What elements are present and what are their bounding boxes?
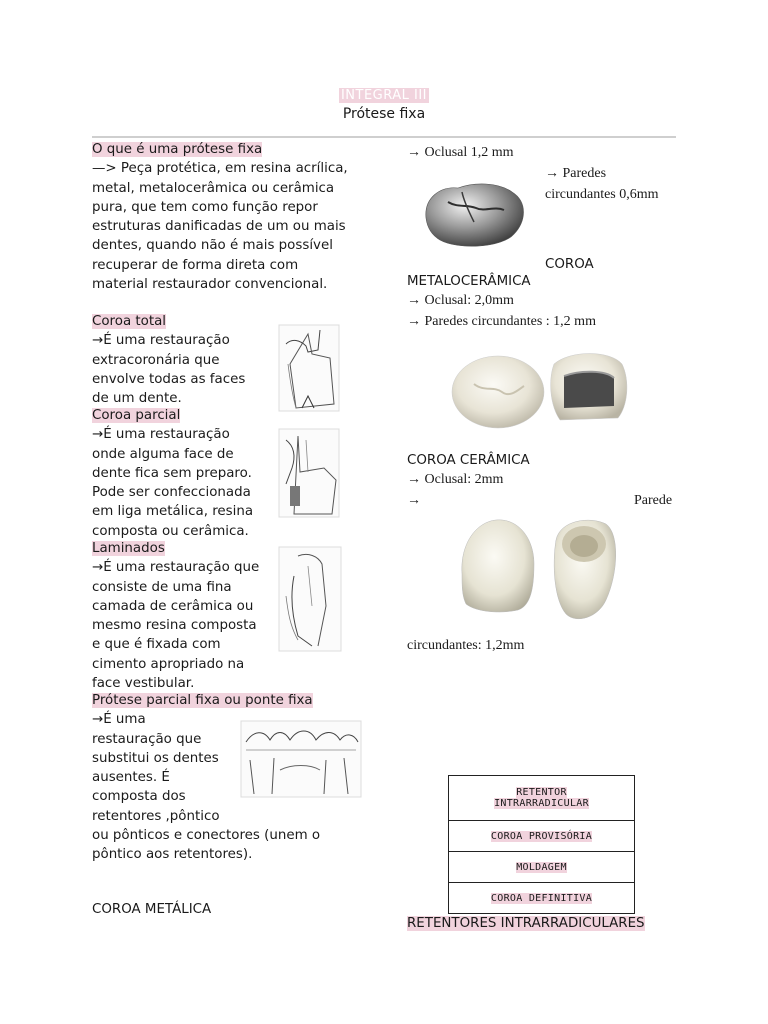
coroa-metalica-title: COROA METÁLICA — [92, 902, 212, 917]
definition-line: recuperar de forma direta com — [92, 257, 299, 273]
definition-line: material restaurador convencional. — [92, 277, 328, 293]
laminados-line: camada de cerâmica ou — [92, 598, 254, 614]
coroa-parcial-line: dente fica sem preparo. — [92, 465, 252, 481]
ponte-fixa-line: composta dos — [92, 789, 186, 805]
definition-line: pura, que tem como função repor — [92, 199, 318, 215]
ponte-fixa-line: ausentes. É — [92, 770, 170, 786]
metalo-title-a: COROA — [545, 257, 594, 272]
metalo-paredes: → Paredes circundantes : 1,2 mm — [407, 314, 596, 329]
ceramic-crown-photo — [456, 514, 622, 628]
header-divider — [92, 136, 676, 138]
document-subtitle: Prótese fixa — [342, 106, 426, 122]
ponte-fixa-line: ou pônticos e conectores (unem o — [92, 828, 321, 844]
coroa-total-title: Coroa total — [92, 314, 167, 329]
ceramica-circundantes: circundantes: 1,2mm — [407, 638, 525, 653]
laminados-section — [92, 539, 282, 693]
laminados-title: Laminados — [92, 541, 165, 556]
metalo-title-b: METALOCERÂMICA — [407, 274, 531, 289]
laminados-line: →É uma restauração que — [92, 560, 260, 576]
laminados-line: cimento apropriado na — [92, 656, 245, 672]
ponte-fixa-line: substitui os dentes — [92, 750, 219, 766]
ceramica-parede: Parede — [634, 493, 673, 508]
ceramica-oclusal: → Oclusal: 2mm — [407, 472, 504, 487]
coroa-total-sketch — [278, 324, 340, 412]
ceramica-arrow: → — [407, 493, 421, 508]
coroa-parcial-line: onde alguma face de — [92, 446, 234, 462]
coroa-total-section — [92, 312, 282, 408]
laminados-line: mesmo resina composta — [92, 618, 257, 634]
metalica-paredes: → Paredes — [545, 166, 607, 181]
metaloceramic-crown-photo — [450, 346, 632, 432]
definition-section — [92, 140, 392, 294]
workflow-row — [449, 883, 635, 914]
definition-line: dentes, quando não é mais possível — [92, 238, 333, 254]
coroa-parcial-sketch — [278, 428, 340, 518]
ponte-fixa-sketch — [240, 720, 362, 798]
coroa-total-line: envolve todas as faces — [92, 371, 246, 387]
workflow-step-definitiva: COROA DEFINITIVA — [449, 883, 635, 914]
coroa-parcial-section — [92, 406, 282, 541]
ponte-fixa-line: retentores ,pôntico — [92, 808, 220, 824]
laminados-line: e que é fixada com — [92, 637, 221, 653]
workflow-step-provisoria: COROA PROVISÓRIA — [449, 821, 635, 852]
ponte-fixa-title: Prótese parcial fixa ou ponte fixa — [92, 693, 313, 708]
workflow-table — [448, 775, 635, 914]
coroa-parcial-line: Pode ser confeccionada — [92, 485, 251, 501]
definition-title: O que é uma prótese fixa — [92, 142, 263, 157]
document-title: INTEGRAL III — [340, 88, 428, 103]
workflow-row — [449, 776, 635, 821]
coroa-parcial-title: Coroa parcial — [92, 408, 181, 423]
coroa-parcial-line: composta ou cerâmica. — [92, 523, 249, 539]
definition-line: —> Peça protética, em resina acrílica, — [92, 161, 348, 177]
metalo-oclusal: → Oclusal: 2,0mm — [407, 293, 514, 308]
coroa-parcial-line: →É uma restauração — [92, 427, 230, 443]
coroa-parcial-line: em liga metálica, resina — [92, 504, 254, 520]
coroa-total-line: de um dente. — [92, 391, 182, 407]
ceramica-title: COROA CERÂMICA — [407, 453, 530, 468]
ponte-fixa-line: →É uma — [92, 712, 146, 728]
retentores-title: RETENTORES INTRARRADICULARES — [407, 916, 645, 931]
metalica-paredes-value: circundantes 0,6mm — [545, 187, 659, 202]
ponte-fixa-line: pôntico aos retentores). — [92, 847, 253, 863]
workflow-row — [449, 821, 635, 852]
coroa-total-line: extracoronária que — [92, 352, 220, 368]
workflow-step-retentor: RETENTOR INTRARRADICULAR — [449, 776, 635, 821]
metal-crown-photo — [418, 178, 530, 252]
ponte-fixa-line: restauração que — [92, 731, 202, 747]
laminados-line: consiste de uma fina — [92, 579, 232, 595]
laminados-sketch — [278, 546, 342, 652]
workflow-step-moldagem: MOLDAGEM — [449, 852, 635, 883]
laminados-line: face vestibular. — [92, 676, 195, 692]
coroa-total-line: →É uma restauração — [92, 333, 230, 349]
definition-line: metal, metalocerâmica ou cerâmica — [92, 180, 335, 196]
workflow-row — [449, 852, 635, 883]
definition-line: estruturas danificadas de um ou mais — [92, 219, 346, 235]
metalica-oclusal: → Oclusal 1,2 mm — [407, 145, 514, 160]
